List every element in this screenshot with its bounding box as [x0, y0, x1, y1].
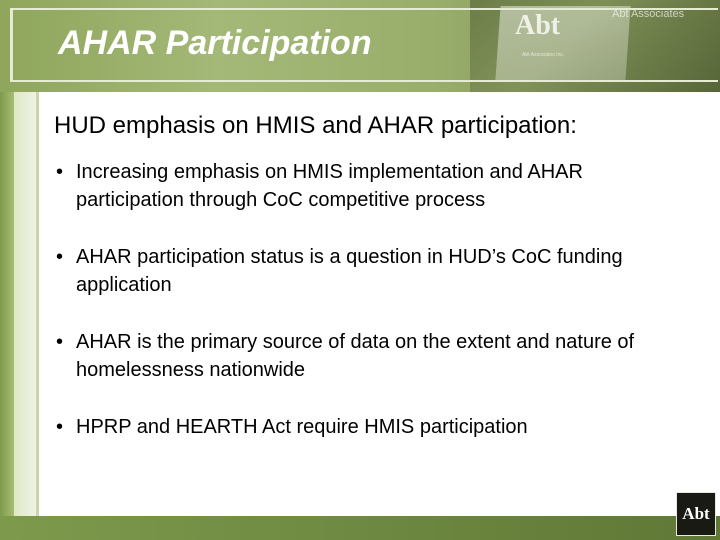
header-photo-logo-text: Abt: [515, 10, 561, 41]
bullet-item: • Increasing emphasis on HMIS implementation and AHAR participation through CoC competitive process: [54, 158, 694, 214]
bottom-accent-band: [0, 516, 720, 540]
bullet-list: [54, 158, 694, 470]
left-accent-line: [36, 92, 39, 540]
abt-logo: Abt: [676, 492, 716, 536]
slide-header: [0, 0, 720, 92]
bullet-item: • AHAR participation status is a question in HUD’s CoC funding application: [54, 243, 694, 299]
bullet-item: • HPRP and HEARTH Act require HMIS participation: [54, 413, 694, 441]
header-watermark: Abt Associates: [612, 8, 685, 20]
header-photo-subtext: Abt Associates Inc.: [522, 52, 565, 58]
slide-subtitle: HUD emphasis on HMIS and AHAR participation:: [54, 112, 577, 139]
slide-title: AHAR Participation: [58, 24, 372, 62]
bullet-item: • AHAR is the primary source of data on the extent and nature of homelessness nationwide: [54, 328, 694, 384]
